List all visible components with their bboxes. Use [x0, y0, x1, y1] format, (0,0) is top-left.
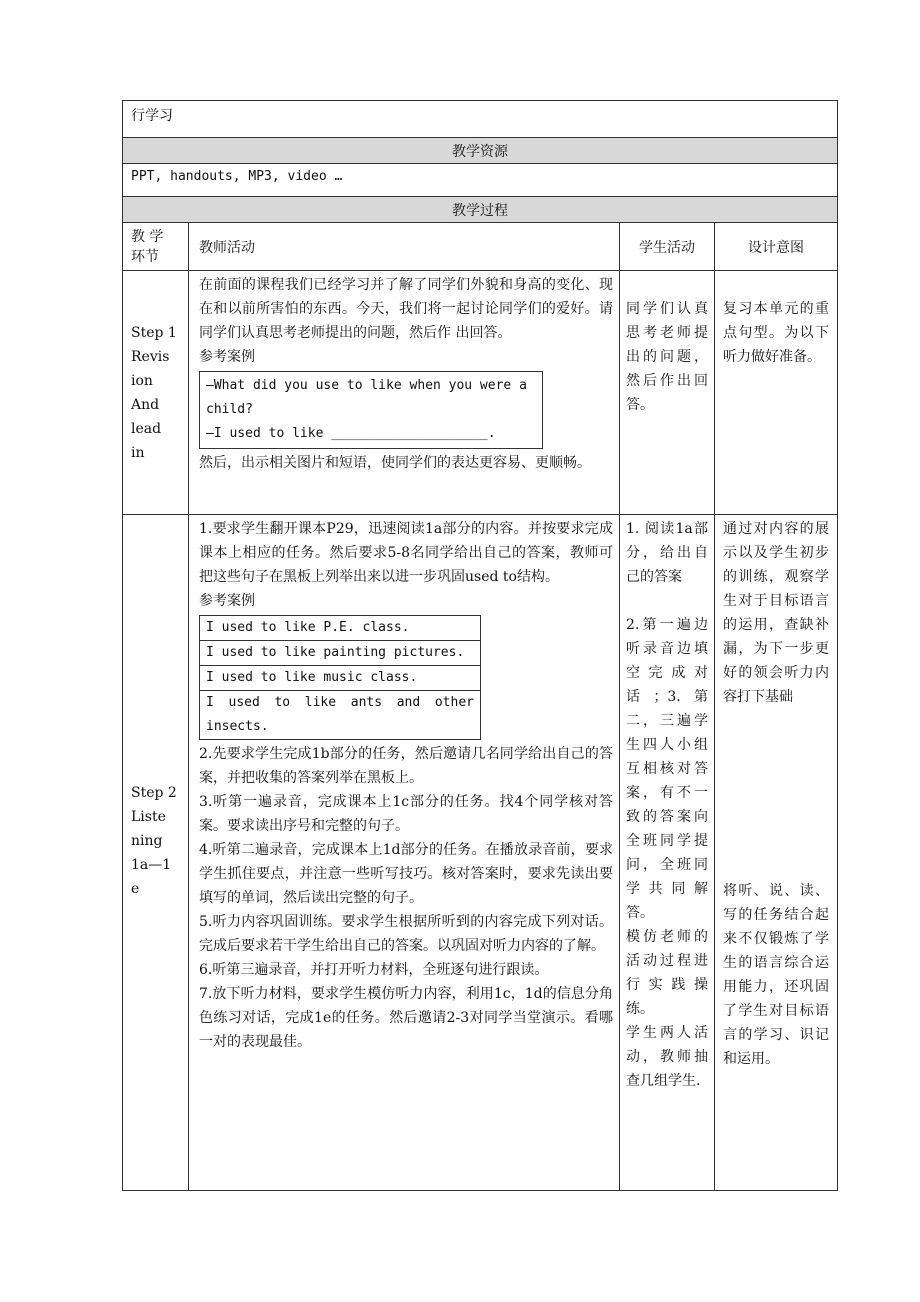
step2-student	[620, 515, 715, 1190]
column-header-row	[123, 222, 837, 270]
step1-example-box	[199, 371, 543, 449]
resources-content	[123, 163, 837, 196]
step1-teacher	[189, 271, 620, 514]
process-header-text: 教学过程	[452, 203, 508, 219]
col-step-header: 教 学 环节	[123, 223, 189, 270]
step2-design-b: 将听、说、读、写的任务结合起来不仅锻炼了学生的语言综合运用能力，还巩固了学生对目标语言的学习、识记和运用。	[723, 883, 829, 1067]
step1-row	[123, 270, 837, 514]
step2-item-7: 7.放下听力材料，要求学生模仿听力内容，利用1c，1d的信息分角色练习对话，完成1e的任务。然后邀请2-3对同学当堂演示。看哪一对的表现最佳。	[199, 986, 613, 1050]
step1-example-line: —What did you use to like when you were a child?	[206, 378, 527, 417]
step2-item-4: 4.听第二遍录音，完成课本上1d部分的任务。在播放录音前，要求学生抓住要点，并注意一些听写技巧。核对答案时，要求先读出要填写的单词，然后读出完整的句子。	[199, 842, 613, 906]
top-row	[123, 101, 837, 137]
step1-outro: 然后，出示相关图片和短语，使同学们的表达更容易、更顺畅。	[199, 455, 591, 471]
step2-item-5: 5.听力内容巩固训练。要求学生根据所听到的内容完成下列对话。完成后要求若干学生给出自己的答案。以巩固对听力内容的了解。	[199, 914, 613, 954]
resources-header-text: 教学资源	[452, 144, 508, 160]
step2-example-row: I used to like ants and other insects.	[200, 690, 480, 739]
lesson-plan-table	[122, 100, 838, 1191]
step2-example-row: I used to like painting pictures.	[200, 640, 480, 665]
step2-example-row: I used to like P.E. class.	[206, 620, 410, 635]
step2-example-label: 参考案例	[199, 593, 255, 609]
process-header	[123, 196, 837, 222]
step1-design: 复习本单元的重点句型。为以下听力做好准备。	[723, 301, 829, 365]
step2-student-a: 1. 阅读1a部分，给出自己的答案	[626, 521, 708, 585]
step1-example-line: —I used to like ____________________.	[206, 426, 496, 441]
top-row-text: 行学习	[131, 108, 173, 124]
step2-design	[715, 515, 837, 1190]
step2-design-a: 通过对内容的展示以及学生初步的训练，观察学生对于目标语言的运用，查缺补漏，为下一步更好的领会听力内容打下基础	[723, 521, 829, 705]
step2-teacher	[189, 515, 620, 1190]
step2-student-c: 模仿老师的活动过程进行实践操练。	[626, 929, 708, 1017]
step2-item-3: 3.听第一遍录音，完成课本上1c部分的任务。找4个同学核对答案。要求读出序号和完整的句子。	[199, 794, 613, 834]
step2-example-row: I used to like music class.	[200, 665, 480, 690]
step1-example-label: 参考案例	[199, 349, 255, 365]
step1-student: 同学们认真思考老师提出的问题，然后作出回答。	[620, 271, 715, 514]
step2-name: Step 2 Liste ning 1a—1 e	[123, 515, 189, 1190]
step2-example-table	[199, 615, 481, 740]
col-student-header: 学生活动	[620, 223, 715, 270]
step2-student-b: 2.第一遍边听录音边填空完成对话；3.第二，三遍学生四人小组互相核对答案，有不一致的答案向全班同学提问，全班同学共同解答。	[626, 617, 708, 921]
step2-item-2: 2.先要求学生完成1b部分的任务，然后邀请几名同学给出自己的答案，并把收集的答案列举在黑板上。	[199, 746, 613, 786]
step2-row	[123, 514, 837, 1190]
col-design-header: 设计意图	[748, 239, 804, 256]
col-teacher-header: 教师活动	[189, 223, 620, 270]
resources-header	[123, 137, 837, 163]
step2-item-1: 1.要求学生翻开课本P29，迅速阅读1a部分的内容。并按要求完成课本上相应的任务。然后要求5-8名同学给出自己的答案，教师可把这些句子在黑板上列举出来以进一步巩固used to结构。	[199, 521, 613, 585]
step2-item-6: 6.听第三遍录音，并打开听力材料，全班逐句进行跟读。	[199, 962, 549, 978]
resources-text: PPT, handouts, MP3, video …	[131, 169, 343, 184]
step1-name: Step 1 Revis ion And lead in	[123, 271, 189, 514]
step1-intro: 在前面的课程我们已经学习并了解了同学们外貌和身高的变化、现在和以前所害怕的东西。今天，我们将一起讨论同学们的爱好。请同学们认真思考老师提出的问题，然后作 出回答。	[199, 277, 613, 341]
step2-student-d: 学生两人活动，教师抽查几组学生.	[626, 1025, 708, 1089]
